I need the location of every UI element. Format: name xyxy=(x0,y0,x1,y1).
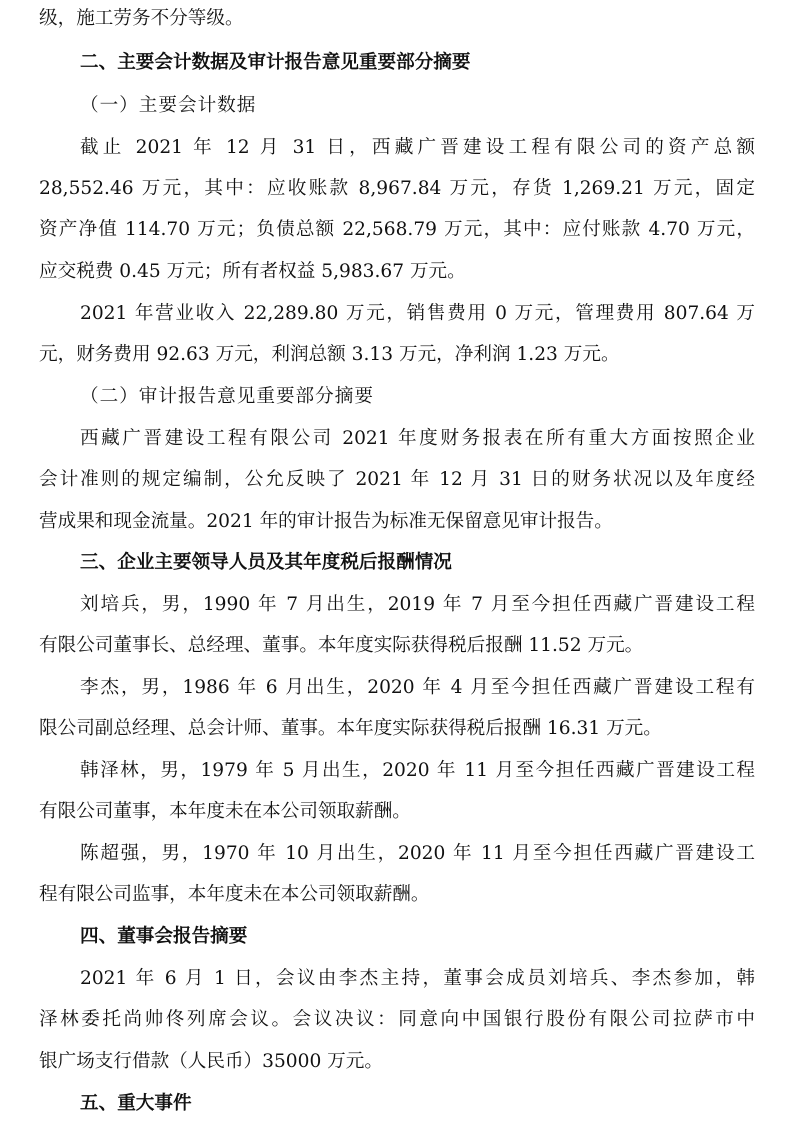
paragraph-line: 西藏广晋建设工程有限公司 2021 年度财务报表在所有重大方面按照企业 xyxy=(80,428,755,449)
paragraph-line: 有限公司董事长、总经理、董事。本年度实际获得税后报酬 11.52 万元。 xyxy=(39,635,644,656)
paragraph-line: 有限公司董事，本年度未在本公司领取薪酬。 xyxy=(39,801,411,822)
section-2-sub2-heading: （二）审计报告意见重要部分摘要 xyxy=(80,386,374,407)
paragraph-line: 陈超强，男，1970 年 10 月出生，2020 年 11 月至今担任西藏广晋建设工 xyxy=(80,843,755,864)
section-2-heading: 二、主要会计数据及审计报告意见重要部分摘要 xyxy=(80,52,471,73)
paragraph-line: 截止 2021 年 12 月 31 日，西藏广晋建设工程有限公司的资产总额 xyxy=(80,137,755,158)
paragraph-line: 营成果和现金流量。2021 年的审计报告为标准无保留意见审计报告。 xyxy=(39,511,613,532)
paragraph-line: 刘培兵，男，1990 年 7 月出生，2019 年 7 月至今担任西藏广晋建设工程 xyxy=(80,594,755,615)
section-3-heading: 三、企业主要领导人员及其年度税后报酬情况 xyxy=(80,552,452,573)
intro-line: 级，施工劳务不分等级。 xyxy=(39,8,244,29)
paragraph-line: 应交税费 0.45 万元；所有者权益 5,983.67 万元。 xyxy=(39,261,466,282)
section-5-heading: 五、重大事件 xyxy=(80,1093,192,1114)
paragraph-line: 28,552.46 万元，其中：应收账款 8,967.84 万元，存货 1,269.21 万元，固定 xyxy=(39,178,755,199)
paragraph-line: 2021 年 6 月 1 日，会议由李杰主持，董事会成员刘培兵、李杰参加，韩 xyxy=(80,968,755,989)
section-4-heading: 四、董事会报告摘要 xyxy=(80,926,248,947)
paragraph-line: 限公司副总经理、总会计师、董事。本年度实际获得税后报酬 16.31 万元。 xyxy=(39,718,662,739)
paragraph-line: 李杰，男，1986 年 6 月出生，2020 年 4 月至今担任西藏广晋建设工程有 xyxy=(80,677,755,698)
paragraph-line: 程有限公司监事，本年度未在本公司领取薪酬。 xyxy=(39,884,430,905)
paragraph-line: 元，财务费用 92.63 万元，利润总额 3.13 万元，净利润 1.23 万元。 xyxy=(39,344,620,365)
paragraph-line: 银广场支行借款（人民币）35000 万元。 xyxy=(39,1051,383,1072)
paragraph-line: 泽林委托尚帅佟列席会议。会议决议：同意向中国银行股份有限公司拉萨市中 xyxy=(39,1009,755,1030)
paragraph-line: 2021 年营业收入 22,289.80 万元，销售费用 0 万元，管理费用 807.64 万 xyxy=(80,303,755,324)
paragraph-line: 会计准则的规定编制，公允反映了 2021 年 12 月 31 日的财务状况以及年度经 xyxy=(39,469,755,490)
paragraph-line: 韩泽林，男，1979 年 5 月出生，2020 年 11 月至今担任西藏广晋建设工程 xyxy=(80,760,755,781)
section-2-sub1-heading: （一）主要会计数据 xyxy=(80,95,257,116)
paragraph-line: 资产净值 114.70 万元；负债总额 22,568.79 万元，其中：应付账款 4.70 万元， xyxy=(39,219,755,240)
